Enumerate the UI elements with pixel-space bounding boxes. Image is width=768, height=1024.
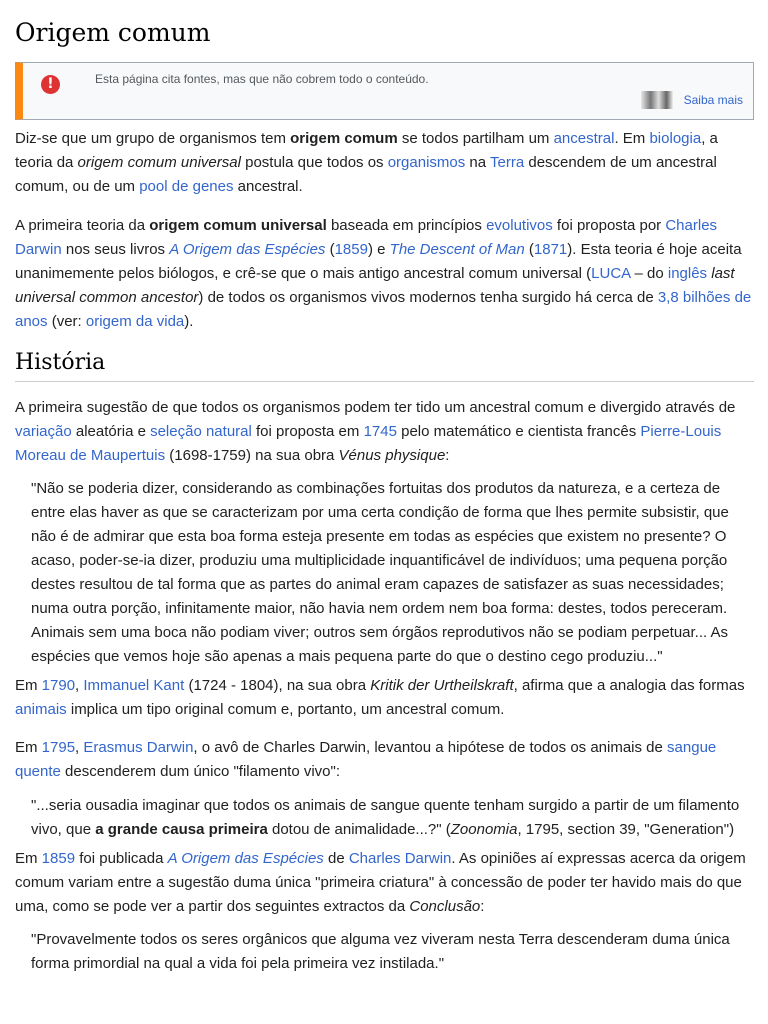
text: : bbox=[445, 447, 450, 464]
link-organismos[interactable]: organismos bbox=[387, 154, 466, 171]
link-origem-das-especies[interactable]: A Origem das Espécies bbox=[169, 241, 326, 258]
paragraph-maupertuis bbox=[15, 396, 754, 468]
link-evolutivos[interactable]: evolutivos bbox=[486, 217, 553, 234]
text: de bbox=[323, 850, 349, 867]
link-1871[interactable]: 1871 bbox=[533, 241, 568, 258]
paragraph-erasmus bbox=[15, 736, 754, 784]
text: A primeira teoria da bbox=[15, 217, 150, 234]
paragraph-origem-especies bbox=[15, 847, 754, 919]
text: A primeira sugestão de que todos os organismos podem ter tido um ancestral comum e divergido através de bbox=[15, 399, 736, 416]
link-charles-darwin[interactable]: Charles Darwin bbox=[15, 217, 718, 258]
text: . Em bbox=[614, 130, 650, 147]
link-erasmus-darwin[interactable]: Erasmus Darwin bbox=[83, 739, 194, 756]
link-1795[interactable]: 1795 bbox=[41, 739, 76, 756]
text: Diz-se que um grupo de organismos tem bbox=[15, 130, 291, 147]
link-ancestral[interactable]: ancestral bbox=[553, 130, 615, 147]
text: implica um tipo original comum e, portanto, um ancestral comum. bbox=[66, 701, 505, 718]
link-1859[interactable]: 1859 bbox=[334, 241, 368, 258]
link-biologia[interactable]: biologia bbox=[649, 130, 702, 147]
link-origem-das-especies[interactable]: A Origem das Espécies bbox=[167, 850, 324, 867]
text: na bbox=[465, 154, 491, 171]
quote-conclusao: "Provavelmente todos os seres orgânicos que alguma vez viveram nesta Terra descenderam duma única forma primordial na qual a vida foi pela primeira vez instilada." bbox=[31, 931, 730, 972]
text: ( bbox=[325, 241, 335, 258]
paragraph-darwin-theory bbox=[15, 214, 754, 334]
paragraph-kant bbox=[15, 674, 754, 722]
italic-text: Conclusão bbox=[409, 898, 481, 915]
bold-text: origem comum universal bbox=[149, 217, 327, 234]
text: (1698-1759) na sua obra bbox=[165, 447, 339, 464]
text: , afirma que a analogia das formas bbox=[513, 677, 745, 694]
link-1790[interactable]: 1790 bbox=[41, 677, 76, 694]
link-variacao[interactable]: variação bbox=[15, 423, 72, 440]
link-charles-darwin[interactable]: Charles Darwin bbox=[348, 850, 452, 867]
text: descendem de um ancestral comum, ou de um bbox=[15, 154, 717, 195]
text: aleatória e bbox=[71, 423, 151, 440]
link-terra[interactable]: Terra bbox=[490, 154, 525, 171]
page-title: Origem comum bbox=[15, 18, 211, 47]
text: – do bbox=[630, 265, 668, 282]
link-origem-da-vida[interactable]: origem da vida bbox=[85, 313, 185, 330]
citation-notice bbox=[15, 62, 754, 120]
text: ). bbox=[184, 313, 194, 330]
text: foi publicada bbox=[75, 850, 168, 867]
text: se todos partilham um bbox=[397, 130, 554, 147]
text: dotou de animalidade...?" ( bbox=[267, 821, 451, 838]
link-immanuel-kant[interactable]: Immanuel Kant bbox=[83, 677, 185, 694]
notice-image bbox=[641, 91, 673, 109]
text: ancestral. bbox=[233, 178, 303, 195]
saiba-mais-link[interactable]: Saiba mais bbox=[683, 93, 743, 107]
text: baseada em princípios bbox=[326, 217, 487, 234]
quote-zoonomia bbox=[15, 794, 754, 842]
text: , o avô de Charles Darwin, levantou a hipótese de todos os animais de bbox=[193, 739, 668, 756]
text: (ver: bbox=[47, 313, 86, 330]
bold-text: a grande causa primeira bbox=[95, 821, 268, 838]
text: : bbox=[480, 898, 485, 915]
text: foi proposta em bbox=[251, 423, 364, 440]
italic-text: origem comum universal bbox=[77, 154, 241, 171]
link-sangue-quente[interactable]: sangue quente bbox=[15, 739, 717, 780]
text: , bbox=[75, 677, 84, 694]
exclamation-icon: ! bbox=[41, 75, 60, 94]
text: , 1795, section 39, "Generation") bbox=[517, 821, 735, 838]
text: pelo matemático e cientista francês bbox=[396, 423, 641, 440]
text: Em bbox=[15, 850, 42, 867]
link-selecao-natural[interactable]: seleção natural bbox=[150, 423, 252, 440]
link-pool-de-genes[interactable]: pool de genes bbox=[139, 178, 234, 195]
text: ). Esta teoria é hoje aceita unanimemente pelos biólogos, e crê-se que o mais antigo ancestral comum universal ( bbox=[15, 241, 742, 282]
text: , bbox=[75, 739, 84, 756]
link-luca[interactable]: LUCA bbox=[591, 265, 631, 282]
text: . As opiniões aí expressas acerca da origem comum variam entre a sugestão duma única "primeira criatura" à concessão de poder ter havido mais do que uma, como se pode ver a partir dos seguintes extractos da bbox=[15, 850, 746, 915]
text: (1724 - 1804), na sua obra bbox=[184, 677, 371, 694]
italic-text: Vénus physique bbox=[338, 447, 446, 464]
italic-text: Kritik der Urtheilskraft bbox=[370, 677, 514, 694]
text: "...seria ousadia imaginar que todos os animais de sangue quente tenham surgido a partir de um filamento vivo, que bbox=[31, 797, 740, 838]
link-1745[interactable]: 1745 bbox=[363, 423, 397, 440]
italic-text: Zoonomia bbox=[450, 821, 518, 838]
italic-text: last universal common ancestor bbox=[15, 265, 735, 306]
link-ingles[interactable]: inglês bbox=[667, 265, 708, 282]
quote-maupertuis: "Não se poderia dizer, considerando as combinações fortuitas dos produtos da natureza, e a certeza de entre elas haver as que se caracterizam por uma certa condição de forma que lhes permite subsistir, que não é de admirar que esta boa forma esteja presente em todas as espécies que existem no presente? O acaso, poder-se-ia dizer, produziu uma multiplicidade inquantificável de indivíduos; uma pequena porção destes resultou de tal forma que as partes do animal eram capazes de satisfazer as suas necessidades; numa outra porção, infinitamente maior, não havia nem ordem nem boa forma: destes, todos pereceram. Animais sem uma boca não podiam viver; outros sem órgãos reprodutivos não se podiam perpetuar... As espécies que vemos hoje são apenas a mais pequena parte do que o destino cego produziu..." bbox=[31, 480, 729, 665]
bold-text: origem comum bbox=[290, 130, 398, 147]
link-descent-of-man[interactable]: The Descent of Man bbox=[389, 241, 525, 258]
link-animais[interactable]: animais bbox=[15, 701, 67, 718]
text: descenderem dum único "filamento vivo": bbox=[60, 763, 341, 780]
text: postula que todos os bbox=[240, 154, 388, 171]
text: ( bbox=[524, 241, 534, 258]
text: Em bbox=[15, 677, 42, 694]
link-1859[interactable]: 1859 bbox=[41, 850, 76, 867]
text: Em bbox=[15, 739, 42, 756]
text: ) de todos os organismos vivos modernos tenha surgido há cerca de bbox=[198, 289, 658, 306]
notice-text: Esta página cita fontes, mas que não cobrem todo o conteúdo. bbox=[95, 72, 429, 86]
text: , a teoria da bbox=[15, 130, 718, 171]
text: ) e bbox=[367, 241, 390, 258]
link-3-8-bilhoes[interactable]: 3,8 bilhões de anos bbox=[15, 289, 752, 330]
text: foi proposta por bbox=[552, 217, 666, 234]
text: nos seus livros bbox=[61, 241, 170, 258]
intro-paragraph bbox=[15, 127, 754, 199]
section-heading-historia: História bbox=[15, 350, 754, 382]
link-maupertuis[interactable]: Pierre-Louis Moreau de Maupertuis bbox=[15, 423, 722, 464]
